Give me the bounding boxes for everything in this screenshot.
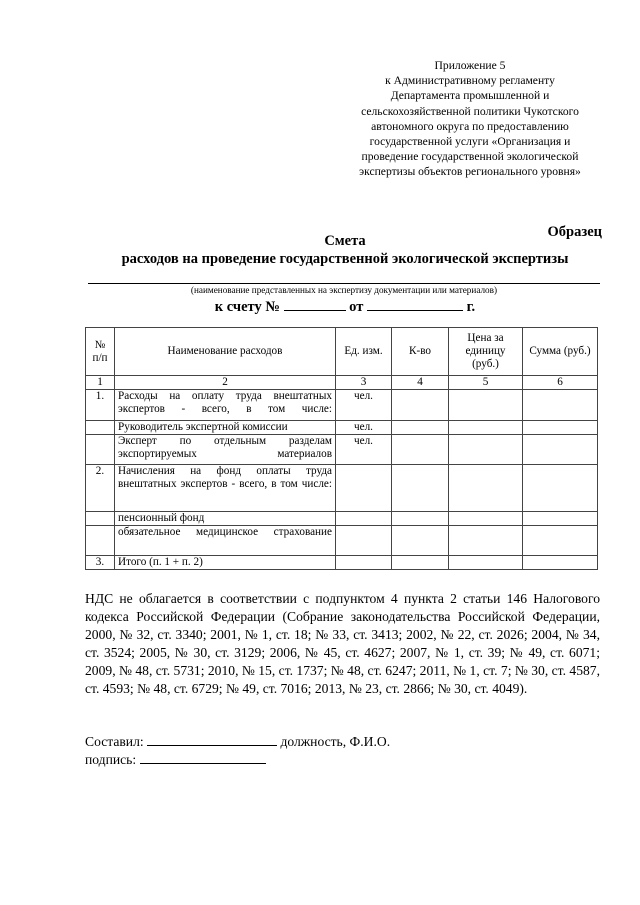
table-row (86, 512, 598, 526)
appendix-line: сельскохозяйственной политики Чукотского (361, 104, 579, 118)
document-title: Смета (324, 233, 366, 249)
row-num (86, 435, 115, 465)
column-number: 4 (392, 376, 449, 390)
row-name: Эксперт по отдельным разделам экспортируемых материалов (115, 435, 336, 465)
header-num: № п/п (86, 328, 115, 376)
row-qty-cell[interactable] (392, 526, 449, 556)
row-price-cell[interactable] (449, 390, 523, 421)
vat-note-paragraph: НДС не облагается в соответствии с подпунктом 4 пункта 2 статьи 146 Налогового кодекса Российской Федерации (Собрание законодательства Российской Федерации, 2000, № 32, ст. 3340; 2001, № 1, ст. 18; № 33, ст. 3413; 2002, № 22, ст. 2026; 2004, № 34, ст. 3524; 2005, № 30, ст. 3129; 2006, № 45, ст. 4627; 2007, № 1, ст. 39; № 49, ст. 6071; 2009, № 48, ст. 5731; 2010, № 15, ст. 1737; № 48, ст. 6247; 2011, № 1, ст. 7; № 30, ст. 4587, ст. 4593; № 48, ст. 6729; № 49, ст. 7016; 2013, № 23, ст. 2866; № 30, ст. 4049). (85, 591, 600, 696)
row-price-cell[interactable] (449, 526, 523, 556)
signature-field[interactable] (140, 750, 266, 764)
table-row (86, 526, 598, 556)
row-name: Итого (п. 1 + п. 2) (115, 556, 336, 570)
appendix-line: автономного округа по предоставлению (371, 119, 569, 133)
row-name: обязательное медицинское страхование (115, 526, 336, 556)
estimate-table (85, 327, 598, 570)
row-unit (336, 556, 392, 570)
column-number: 2 (115, 376, 336, 390)
row-price-cell[interactable] (449, 465, 523, 512)
row-num: 2. (86, 465, 115, 512)
compiled-suffix: должность, Ф.И.О. (280, 734, 391, 749)
column-number: 6 (523, 376, 598, 390)
header-unit: Ед. изм. (336, 328, 392, 376)
invoice-date-field[interactable] (367, 297, 463, 311)
row-sum-cell[interactable] (523, 435, 598, 465)
row-num: 3. (86, 556, 115, 570)
table-row (86, 435, 598, 465)
row-sum-cell[interactable] (523, 465, 598, 512)
row-sum-cell[interactable] (523, 512, 598, 526)
appendix-line: проведение государственной экологической (361, 150, 579, 164)
appendix-line: экспертизы объектов регионального уровня» (359, 165, 581, 179)
row-name: Руководитель экспертной комиссии (115, 421, 336, 435)
row-name: пенсионный фонд (115, 512, 336, 526)
row-price-cell[interactable] (449, 421, 523, 435)
row-qty-cell[interactable] (392, 512, 449, 526)
row-qty-cell[interactable] (392, 465, 449, 512)
table-header-row (86, 328, 598, 376)
compiled-label: Составил: (85, 734, 144, 749)
row-unit: чел. (336, 421, 392, 435)
table-row (86, 421, 598, 435)
invoice-suffix: г. (466, 299, 476, 315)
row-unit (336, 526, 392, 556)
compiled-by-field[interactable] (147, 732, 277, 746)
column-number: 1 (86, 376, 115, 390)
row-num: 1. (86, 390, 115, 421)
invoice-prefix: к счету № (214, 299, 280, 315)
header-name: Наименование расходов (115, 328, 336, 376)
column-number: 5 (449, 376, 523, 390)
materials-name-line[interactable] (88, 283, 600, 284)
row-price-cell[interactable] (449, 556, 523, 570)
row-num (86, 512, 115, 526)
row-qty-cell[interactable] (392, 390, 449, 421)
row-unit: чел. (336, 435, 392, 465)
row-unit (336, 465, 392, 512)
appendix-block (330, 58, 610, 180)
document-subtitle: расходов на проведение государственной экологической экспертизы (121, 251, 569, 267)
column-number: 3 (336, 376, 392, 390)
row-price-cell[interactable] (449, 512, 523, 526)
invoice-number-field[interactable] (284, 297, 346, 311)
row-unit (336, 512, 392, 526)
appendix-line: Департамента промышленной и (390, 89, 550, 103)
row-name: Расходы на оплату труда внештатных экспертов - всего, в том числе: (115, 390, 336, 421)
table-row (86, 390, 598, 421)
row-sum-cell[interactable] (523, 421, 598, 435)
row-qty-cell[interactable] (392, 556, 449, 570)
table-row (86, 556, 598, 570)
compiled-by-line (85, 732, 390, 750)
signature-line (85, 750, 266, 768)
appendix-line: к Административному регламенту (385, 74, 555, 88)
row-price-cell[interactable] (449, 435, 523, 465)
materials-name-caption: (наименование представленных на экспертизу документации или материалов) (190, 285, 498, 295)
header-price: Цена за единицу (руб.) (449, 328, 523, 376)
row-name: Начисления на фонд оплаты труда внештатных экспертов - всего, в том числе: (115, 465, 336, 512)
table-column-numbers-row (86, 376, 598, 390)
signature-label: подпись: (85, 752, 137, 767)
invoice-line (80, 297, 610, 316)
row-unit: чел. (336, 390, 392, 421)
appendix-line: государственной услуги «Организация и (369, 135, 571, 149)
row-sum-cell[interactable] (523, 556, 598, 570)
row-sum-cell[interactable] (523, 526, 598, 556)
row-num (86, 526, 115, 556)
invoice-middle: от (349, 299, 364, 315)
header-sum: Сумма (руб.) (523, 328, 598, 376)
table-row (86, 465, 598, 512)
row-num (86, 421, 115, 435)
appendix-line: Приложение 5 (434, 59, 506, 72)
row-qty-cell[interactable] (392, 435, 449, 465)
row-sum-cell[interactable] (523, 390, 598, 421)
sample-label: Образец (547, 224, 602, 240)
row-qty-cell[interactable] (392, 421, 449, 435)
header-qty: К-во (392, 328, 449, 376)
